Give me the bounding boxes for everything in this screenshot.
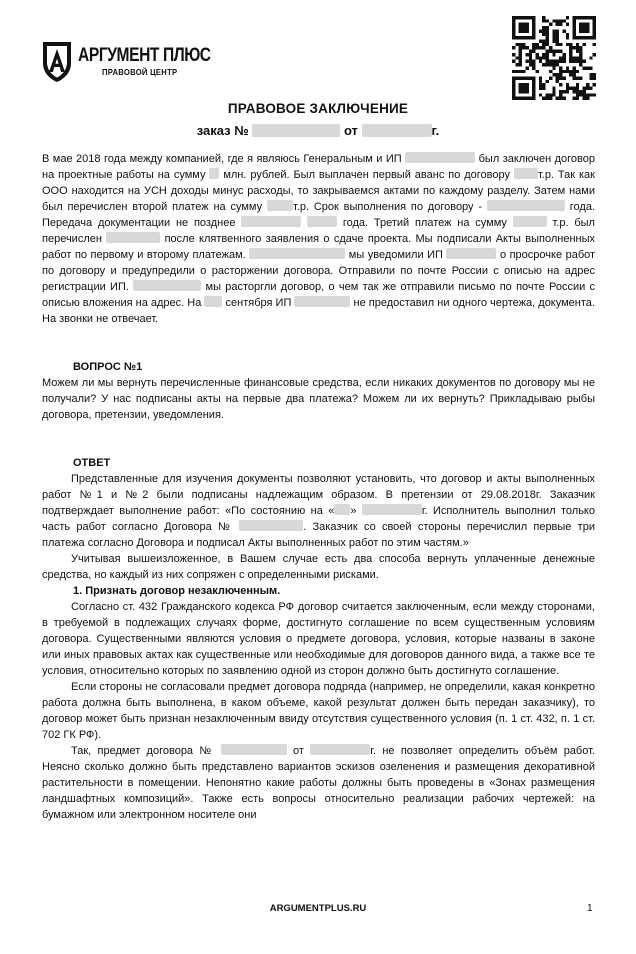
logo-name: АРГУМЕНТ ПЛЮС — [78, 44, 211, 66]
intro-text: мы уведомили ИП — [348, 249, 443, 261]
answer-paragraph: Согласно ст. 432 Гражданского кодекса РФ договор считается заключенным, если между сторонами, в требуемой в подлежащих случаях форме, достигнуто соглашение по всем существенным условиям договора. Существенными являются условия о предмете договора, условия, которые названы в законе или иных правовых актах как существенные или необходимые для договоров данного вида, а также все те условия, относительно которых по заявлению одной из сторон должно быть достигнуто соглашение. — [42, 601, 595, 677]
redacted-transfer-date — [307, 216, 337, 227]
answer-paragraph: Если стороны не согласовали предмет договора подряда (например, не определили, какая конкретно работа должна быть выполнена, в каком объеме, какой результат должен быть передан заказчику), то договор может быть признан незаключенным ввиду отсутствия существенного условия (п. 1 ст. 432, п. 1 ст. 702 ГК РФ). — [42, 681, 595, 741]
document-body — [42, 151, 595, 823]
intro-text: т.р. был перечислен — [42, 217, 595, 245]
page-number: 1 — [587, 903, 593, 914]
order-year-suffix: г. — [431, 123, 440, 138]
redacted-entrepreneur-name — [405, 152, 475, 163]
intro-text: т.р. Срок выполнения по договору - — [292, 201, 483, 213]
intro-paragraph — [42, 151, 595, 327]
redacted-contract-number — [221, 744, 287, 755]
answer-text: » — [350, 505, 357, 517]
shield-emblem-icon — [40, 39, 74, 83]
answer-paragraph — [42, 471, 595, 551]
answer-text: г. Исполнитель выполнил только часть работ согласно Договора № — [42, 505, 595, 533]
intro-text: В мае 2018 года между компанией, где я являюсь Генеральным и ИП — [42, 153, 402, 165]
redacted-entrepreneur-name — [133, 280, 201, 291]
intro-text: мы расторгли договор, о чем так же отправили письмо по почте России с описью вложения на адрес. На — [42, 281, 596, 309]
company-logo — [40, 38, 240, 84]
answer-paragraph: Учитывая вышеизложенное, в Вашем случае есть два способа вернуть уплаченные денежные средства, но каждый из них сопряжен с определенными рисками. — [42, 553, 595, 581]
intro-text: был заключен договор на проектные работы на сумму — [42, 153, 595, 181]
intro-text: не предоставил ни одного чертежа, документа. На звонки не отвечает. — [42, 297, 595, 325]
qr-code-icon — [512, 16, 596, 100]
intro-text: года. Третий платеж на сумму — [342, 217, 507, 229]
footer-website: ARGUMENTPLUS.RU — [269, 903, 367, 914]
logo-subtitle: ПРАВОВОЙ ЦЕНТР — [102, 66, 178, 77]
order-number-label: заказ № — [196, 123, 249, 138]
section-item-1: 1. Признать договор незаключенным. — [73, 585, 281, 597]
redacted-notice-date — [249, 248, 345, 259]
intro-text: сентября ИП — [225, 297, 292, 309]
redacted-second-payment — [267, 200, 293, 211]
answer-text: г. не позволяет определить объём работ. Неясно сколько должно быть представлено вариантов эскизов озеленения и размещения декоративной растительности в помещении. Непонятно какие работы должны быть проведены в «Зонах размещения ландшафтных композиций». Также есть вопросы относительно реализации рабочих чертежей: на бумажном или электронном носителе они — [42, 745, 595, 821]
redacted-order-date — [362, 124, 432, 137]
intro-text: т.р. Так как ООО находится на УСН доходы минус расходы, то закрываемся актами по каждому разделу. Затем нами был перечислен второй платеж на сумму — [42, 169, 595, 213]
answer-text: от — [293, 745, 304, 757]
redacted-month — [362, 504, 422, 515]
redacted-order-number — [252, 124, 340, 137]
redacted-entrepreneur-name — [446, 248, 496, 259]
intro-text: млн. рублей. Был выплачен первый аванс по договору — [223, 169, 510, 181]
answer-heading: ОТВЕТ — [73, 457, 111, 469]
redacted-contract-date — [310, 744, 370, 755]
order-from-label: от — [343, 123, 358, 138]
redacted-payment-date — [106, 232, 160, 243]
redacted-third-payment — [513, 216, 547, 227]
answer-text: . Заказчик со своей стороны перечислил первые три платежа согласно Договора и подписал Акты выполненных работ по этим частям.» — [42, 521, 595, 549]
redacted-advance-sum — [514, 168, 538, 179]
question-text: Можем ли мы вернуть перечисленные финансовые средства, если никаких документов по договору мы не получали? У нас подписаны акты на первые два платежа? Можем ли их вернуть? Прикладываю рыбы договора, претензии, уведомления. — [42, 377, 595, 421]
document-title: ПРАВОВОЕ ЗАКЛЮЧЕНИЕ — [227, 101, 409, 116]
answer-text: Так, предмет договора № — [71, 745, 215, 757]
redacted-contract-number — [239, 520, 303, 531]
redacted-day — [204, 296, 222, 307]
redacted-transfer-date — [241, 216, 301, 227]
intro-text: после клятвенного заявления о сдаче проекта. Мы подписали Акты выполненных работ по первому и второму платежам. — [42, 233, 596, 261]
intro-text: года. Передача документации не позднее — [42, 201, 595, 229]
answer-text: Представленные для изучения документы позволяют установить, что договор и акты выполненных работ №1 и №2 были подписаны надлежащим образом. В претензии от 29.08.2018г. Заказчик подтверждает выполнение работ: «По состоянию на « — [42, 473, 595, 517]
redacted-day — [334, 504, 350, 515]
order-line — [0, 123, 636, 138]
question-heading: ВОПРОС №1 — [73, 361, 143, 373]
intro-text: о просрочке работ по договору и предупредили о расторжении договора. Отправили по почте России с описью на адрес регистрации ИП. — [42, 249, 596, 293]
answer-paragraph — [42, 743, 595, 823]
redacted-deadline-date — [487, 200, 565, 211]
redacted-entrepreneur-name — [294, 296, 350, 307]
redacted-contract-sum — [209, 168, 219, 179]
